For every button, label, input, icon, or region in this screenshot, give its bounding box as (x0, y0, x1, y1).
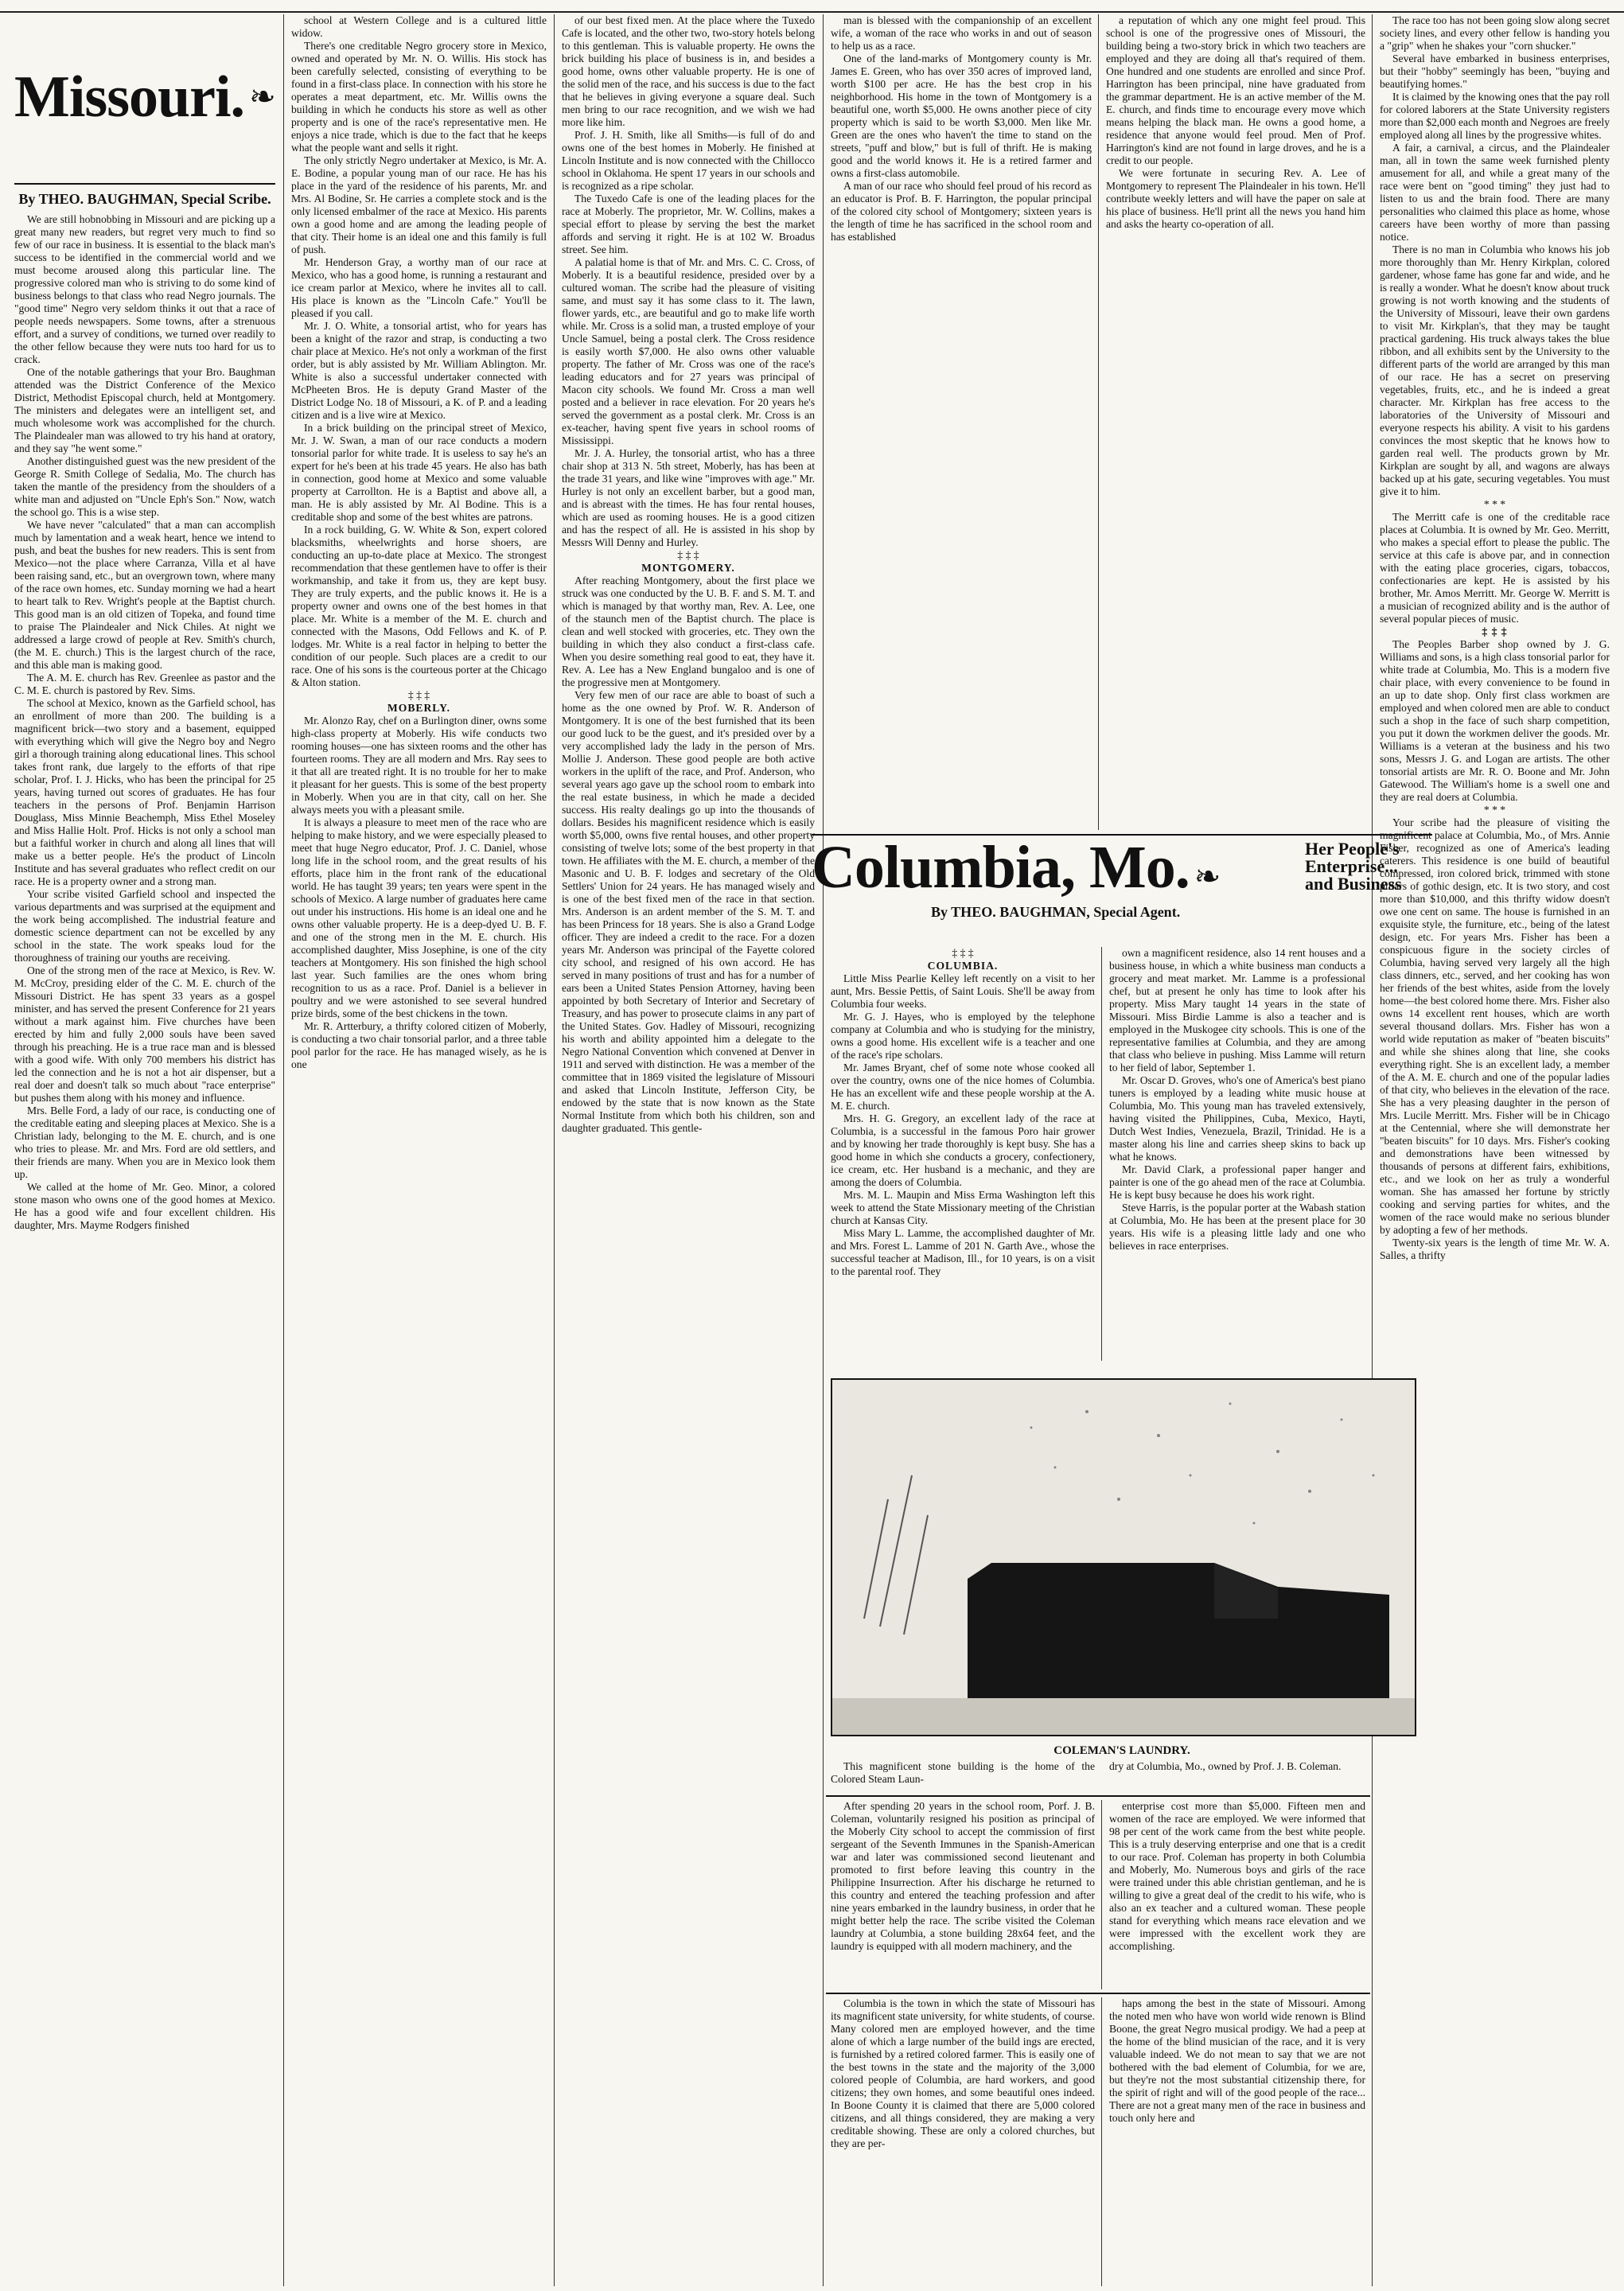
missouri-title: Missouri. (14, 64, 245, 130)
article-paragraph: It is claimed by the knowing ones that the pay roll for colored laborers at the State University registers more than $2,000 each month and Negroes are freely employed along all lines by the progressive whites. (1380, 91, 1610, 141)
coleman-d-body (1109, 1800, 1365, 1953)
columbia-f-body (1109, 1997, 1365, 2125)
column-divider (1098, 14, 1099, 830)
article-paragraph: A palatial home is that of Mr. and Mrs. C. C. Cross, of Moberly. It is a beautiful residence, presided over by a cultured woman. The scribe had the pleasure of visiting same, and must say it has some class to it. The lawn, flower yards, etc., are beautiful and go to make life worth while. Mr. Cross is a solid man, a trusted employe of your Uncle Samuel, being a postal clerk. The Cross residence is easily worth $7,000. He also owns other valuable property. The father of Mr. Cross was one of the race's leading educators and for 27 years was principal of Macon city schools. We found Mr. Cross a man well posted and a believer in race elevation. For 20 years he's served the government as a postal clerk. Mr. Cross is an ex-teacher, having spent five years in school rooms of Mississippi. (562, 256, 815, 446)
column-6 (1375, 14, 1614, 2286)
section-heading: ‡ ‡ ‡ (1482, 625, 1508, 637)
article-paragraph: In a brick building on the principal street of Mexico, Mr. J. W. Swan, a man of our race conducts a modern tonsorial parlor for white trade. It is useless to say he's an expert for he's been at his trade 45 years. He also has bath in connection, good home at Mexico and some valuable property at Carrollton. He is a Baptist and above all, a man. He is ably assisted by Mr. Al Bodine. This is a creditable shop and some of the best whites are patrons. (291, 422, 547, 523)
column-4-top-body (831, 14, 1092, 244)
coleman-laundry-photo (831, 1378, 1416, 1736)
article-paragraph: haps among the best in the state of Missouri. Among the noted men who have won world wide renown is Blind Boone, the great Negro musical prodigy. We had a peep at the home of the blind musician of the race, and it is very valuable indeed. We do not mean to say that we are not bothered with the bad element of Columbia, for we are, but they're not the most substantial citizenship there, for the spirit of right and will of the good people of the race... There are not a great many men of the race in business and touch only here and (1109, 1997, 1365, 2124)
article-paragraph: of our best fixed men. At the place where the Tuxedo Cafe is located, and the other two, two-story hotels belong to this gentleman. This is valuable property. He owns the brick building his place of business is in, and besides a good home, owns other valuable property. He is one of the solid men of the race, and his success is due to the fact that he believes in giving everyone a square deal. Such men bring to our race recognition, and we wish we had more like him. (562, 14, 815, 128)
columbia-byline: By THEO. BAUGHMAN, Special Agent. (931, 904, 1181, 920)
article-paragraph: One of the strong men of the race at Mexico, is Rev. W. M. McCroy, presiding elder of the C. M. E. church of the Missouri District. He has spent 33 years as a gospel minister, and has served the present Conference for 21 years without a mark against him. Five churches have been erected by him and fully 2,000 souls have been saved through his preaching. He is a true race man and is blessed with a good wife. With only 700 members his district has led the connection and he is not a hot air dispenser, but a real doer and doesn't talk so much about "race enterprise" but pushes them along with his money and influence. (14, 964, 275, 1104)
article-paragraph: Prof. J. H. Smith, like all Smiths—is full of do and owns one of the best homes in Moberly. He finished at Lincoln Institute and is now connected with the Chillocco school in Oklahoma. He spent 17 years in our schools and is recognized as a ripe scholar. (562, 129, 815, 192)
side-line: and Business (1305, 874, 1402, 894)
article-paragraph: own a magnificent residence, also 14 rent houses and a business house, in which a white business man conducts a grocery and meat market. Mr. Lamme is a professional chef, but at present he only has time to look after his property. Miss Mary taught 14 years in the state of Missouri. Miss Birdie Lamme is also a teacher and is employed in the Muskogee city schools. This is one of the representative families at Columbia, and they are among that class who believe in pushing. Miss Lamme will return to her field of labor, September 1. (1109, 947, 1365, 1073)
article-paragraph: Mr. David Clark, a professional paper hanger and painter is one of the go ahead men of the race at Columbia. He is kept busy because he does his work right. (1109, 1163, 1365, 1201)
article-paragraph: Steve Harris, is the popular porter at the Wabash station at Columbia, Mo. He has been at the present place for 30 years. His wife is a pleasing little lady and one who believes in race enterprises. (1109, 1202, 1365, 1252)
leaf-ornament-icon: ❧ (1194, 859, 1221, 894)
article-paragraph: Mrs. M. L. Maupin and Miss Erma Washington left this week to attend the State Missionary meeting of the Christian church at Kansas City. (831, 1189, 1095, 1226)
article-paragraph: Mr. J. O. White, a tonsorial artist, who for years has been a knight of the razor and strap, is conducting a two chair place at Mexico. He's not only a workman of the first order, but is ably assisted by Mr. William Ablington. Mr. White is also a successful undertaker connected with McPheeten Bros. He is deputy Grand Master of the District Lodge No. 18 of Missouri, a K. of P. and a leading citizen and is a live wire at Mexico. (291, 320, 547, 421)
article-paragraph: The only strictly Negro undertaker at Mexico, is Mr. A. E. Bodine, a popular young man of our race. He has his place in the yard of the residence of his parents, Mr. and Mrs. Al Bodine, Sr. He carries a complete stock and is the only licensed embalmer of the race at Mexico. His parents own a good home and are among the leading people of that city. Their home is an ideal one and this family is full of push. (291, 154, 547, 255)
section-divider (826, 1993, 1370, 1994)
article-paragraph: Mr. G. J. Hayes, who is employed by the telephone company at Columbia and who is studying for the ministry, owns a good home. His excellent wife is a teacher and one of the race's ripe scholars. (831, 1011, 1095, 1061)
article-paragraph: After reaching Montgomery, about the first place we struck was one conducted by the U. B. F. and S. M. T. and which is managed by that worthy man, Rev. A. Lee, one of the staunch men of the Baptist church. The place is clean and well stocked with groceries, etc. They own the building in which they also conduct a first-class cafe. When you desire something real good to eat, they have it. Rev. A. Lee has a New England bungaloo and is one of the progressive men at Montgomery. (562, 575, 815, 688)
columbia-b-body (1109, 947, 1365, 1253)
section-heading: MONTGOMERY. (641, 562, 735, 574)
column-divider (1101, 947, 1102, 1361)
separator: * * * (1483, 804, 1506, 816)
separator: * * * (1483, 498, 1506, 510)
article-paragraph: The Merritt cafe is one of the creditable race places at Columbia. It is owned by Mr. Geo. Merritt, who makes a special effort to please the public. The service at this cafe is above par, and in connection with the eating place groceries, cigars, tobaccos, confectionaries are kept. He is assisted by his brother, Mr. Amos Merritt. Mr. George W. Merritt is a musician of recognized ability and is the author of several popular pieces of music. (1380, 511, 1610, 625)
column-6-body (1380, 14, 1610, 1262)
article-paragraph: Your scribe had the pleasure of visiting the magnificent palace at Columbia, Mo., of Mrs. Annie Fisher, recognized as one of America's leading caterers. This residence is one build of beautiful compressed, iron colored brick, trimmed with stone pillars of gothic design, etc. It is two story, and cost more than $10,000, and this thrifty widow doesn't owe one cent on same. The house is furnished in an exquisite style, the furniture, etc., being of the latest design, etc. For years Mrs. Fisher has been a conspicuous figure in the society circles of Columbia, having served very largely all the high class dinners, etc., served, and her cooking has won her friends of the best whites, aside from the lovely home—the best colored home there. Mrs. Fisher also owns 14 excellent rent houses, which are worth several thousand dollars. Mrs. Fisher has won a world wide reputation as maker of "beaten biscuits" and while she shines along that line, she cooks everything right. She is an excellent lady, a member of the A. M. E. church and one of the popular ladies of that city, who believes in the elevation of the race. She has a very pleasing daughter in the person of Mrs. Lucile Merritt. Mrs. Fisher will be in Chicago at the Centennial, where she will demonstrate her "beaten biscuits" for 10 days. Mrs. Fisher's cooking and demonstrations have been witnessed by thousands of persons at different fairs, exhibitions, etc., and we look on her as truly a wonderful woman. She has amassed her fortune by strictly cooking and serving parties for whites, and the women of the race would make no serious blunder by adopting a few of her methods. (1380, 816, 1610, 1236)
article-paragraph: One of the notable gatherings that your Bro. Baughman attended was the District Conference of the Mexico District, Methodist Episcopal church, held at Montgomery. The ministers and delegates were an intelligent set, and much wholesome work was accomplished for the church. The Plaindealer man was allowed to try his hand at oratory, and they say "he went some." (14, 366, 275, 454)
caption-left: This magnificent stone building is the home of the Colored Steam Laun- (831, 1760, 1095, 1785)
article-paragraph: There's one creditable Negro grocery store in Mexico, owned and operated by Mr. N. O. Willis. His stock has been carefully selected, consisting of everything to be found in a first-class place. In connection with his store he operates a meat department, etc. Mr. Willis owns the building in which he conducts his store as well as other property and is one of the race's representative men. He enjoys a nice trade, which is due to the fact that he keeps what the people want and sells it right. (291, 40, 547, 154)
photo-caption: COLEMAN'S LAUNDRY. (1053, 1744, 1190, 1757)
side-line: Her People's (1305, 839, 1400, 859)
column-divider (554, 14, 555, 2286)
column-divider (823, 14, 824, 2286)
section-divider (826, 1795, 1370, 1797)
article-paragraph: enterprise cost more than $5,000. Fifteen men and women of the race are employed. We were informed that 98 per cent of the work came from the best white people. This is a truly deserving enterprise and one that is a credit to our race. Prof. Coleman has property in both Columbia and Moberly, Mo. Numerous boys and girls of the race were trained under this able christian gentleman, and he is willing to give a great deal of the credit to his wife, who is also an ex teacher and a cultured woman. These people stand for everything which means race elevation and we were impressed with the excellent work they are accomplishing. (1109, 1800, 1365, 1952)
coleman-column-c (826, 1800, 1100, 1989)
article-paragraph: The Peoples Barber shop owned by J. G. Williams and sons, is a high class tonsorial parlor for white trade at Columbia, Mo. This is a modern five chair place, with every convenience to be found in an up to date shop. Only first class workmen are employed and when colored men are able to conduct such a shop in the face of such sharp competition, you put it down the workmen deliver the goods. Mr. Williams is a veteran at the business and his two sons, Messrs J. G. and Logan are artists. The other tonsorial artists are Mr. R. O. Boone and Mr. John Gatewood. The William's home is a swell one and they are real doers at Columbia. (1380, 638, 1610, 803)
section-ornament: ‡ ‡ ‡ (952, 947, 974, 959)
columbia-masthead (812, 834, 1432, 921)
article-paragraph: man is blessed with the companionship of an excellent wife, a woman of the race who works in and out of season to help us as a race. (831, 14, 1092, 52)
column-4-top (826, 14, 1096, 830)
article-paragraph: Mr. J. A. Hurley, the tonsorial artist, who has a three chair shop at 313 N. 5th street, Moberly, has has been at the trade 31 years, and like wine "improves with age." Mr. Hurley is not only an excellent barber, but a good man, and is abreast with the times. He has four rental houses, which are used as rooming houses. He is a good citizen and has the respect of all. He is assisted in his shop by Messrs Will Denny and Hurley. (562, 447, 815, 548)
coleman-column-d (1104, 1800, 1370, 1989)
article-paragraph: Mrs. Belle Ford, a lady of our race, is conducting one of the creditable eating and sleeping places at Mexico. She is a Christian lady, belonging to the M. E. church, and is one who tries to please. Mr. and Mrs. Ford are old settlers, and their friends are many. When you are in Mexico look them up. (14, 1105, 275, 1180)
article-paragraph: One of the land-marks of Montgomery county is Mr. James E. Green, who has over 350 acres of improved land, worth $100 per acre. He has the best crop in his neighborhood. His home in the town of Montgomery is a beautiful one, worth $5,000. He owns another piece of city property which is said to be worth $3,000. Men like Mr. Green are the ones who haven't the time to stand on the streets, "puff and blow," but is full of thrift. He is making good and the world knows it. He is a retired farmer and owns a first-class automobile. (831, 53, 1092, 179)
missouri-masthead (14, 14, 275, 205)
columbia-column-b (1104, 947, 1370, 1361)
article-paragraph: There is no man in Columbia who knows his job more thoroughly than Mr. Henry Kirkplan, colored gardener, whose fame has gone far and wide, and he is really a wonder. What he doesn't know about truck growing is not worth knowing and the students of the University of Missouri, leave their own gardens to visit Mr. Kirkplan's, that they may be taught practical gardening. His truck always takes the blue ribbon, and all exhibits sent by the University to the different parts of the world are arranged by this man of our race. He has a secret on preserving vegetables, fruits, etc., and he is indeed a great character. Mr. Kirkplan has free access to the laboratories of the University of Missouri and everyone respects his ability. A visit to his gardens convinces the most skeptic that he knows how to garden real well. The products grown by Mr. Kirkplan are sought by all, and wagons are always backed up at his gate, securing vegetables. You must give it to him. (1380, 244, 1610, 497)
column-divider (1101, 1997, 1102, 2286)
article-paragraph: We are still hobnobbing in Missouri and are picking up a great many new readers, but regret very much to find so few of our race in business. It is essential to the black man's success to be identified in the commercial world and we must become aroused along this particular line. The progressive colored man who is striving to do some kind of business belongs to that class who read Negro journals. The "good time" Negro very seldom thinks it out that a race of people needs newspapers. Some towns, after a strenuous effort, and a survey of conditions, we turned over readily to the other fellow because they were nuts too hard for us to crack. (14, 213, 275, 365)
column-2 (286, 14, 551, 2286)
column-divider (1101, 1800, 1102, 1989)
column-1-body (14, 213, 275, 1232)
column-5-top-body (1106, 14, 1365, 231)
column-1 (10, 14, 280, 2286)
column-2-body (291, 14, 547, 1071)
article-paragraph: Columbia is the town in which the state of Missouri has its magnificent state university, for white students, of course. Many colored men are employed however, and the time alone of which a large number of the build ings are erected, is furnished by a retired colored farmer. This is easily one of the best towns in the state and the majority of the 3,000 colored people of Columbia, are hard workers, and good citizens; they own homes, and some beautiful ones indeed. In Boone County it is claimed that there are 5,000 colored citizens, and all things considered, they are making a very creditable showing. These are only a colored churches, but they are per- (831, 1997, 1095, 2149)
article-paragraph: Mr. R. Artterbury, a thrifty colored citizen of Moberly, is conducting a two chair tonsorial parlor, and a three table pool parlor for the race. He has managed wisely, as he is one (291, 1020, 547, 1070)
coleman-c-body (831, 1800, 1095, 1953)
article-paragraph: We called at the home of Mr. Geo. Minor, a colored stone mason who owns one of the good homes at Mexico. He has a good wife and four excellent children. His daughter, Mrs. Mayme Rodgers finished (14, 1181, 275, 1231)
caption-right: dry at Columbia, Mo., owned by Prof. J. B. Coleman. (1109, 1760, 1342, 1772)
columbia-title: Columbia, Mo. (812, 834, 1190, 901)
section-heading: COLUMBIA. (927, 960, 999, 972)
article-paragraph: Mr. Alonzo Ray, chef on a Burlington diner, owns some high-class property at Moberly. His wife conducts two rooming houses—one has sixteen rooms and the other has fourteen rooms. They are all modern and Mrs. Ray sees to it that all are treated right. It is no trouble for her to make it pleasant for her guests. This is some of the best property in Moberly. When you are in that city, call on her. She always meets you with a pleasant smile. (291, 715, 547, 816)
article-paragraph: Miss Mary L. Lamme, the accomplished daughter of Mr. and Mrs. Forest L. Lamme of 201 N. Garth Ave., whose the successful teacher at Madison, Ill., for 10 years, is on a visit to the parental roof. They (831, 1227, 1095, 1277)
column-3 (557, 14, 820, 2286)
article-paragraph: We have never "calculated" that a man can accomplish much by lamentation and a weak heart, hence we intend to push, and beat the bushes for new readers. This is sent from Mexico—not the place where Carranza, Villa et al have been raising sand, etc., but an overgrown town, where many of the race own homes, etc. Sunday morning we had a heart to heart talk to Rev. Wright's people at the Baptist church. This good man is an old citizen of Topeka, and found time to praise The Plaindealer and Nick Chiles. At night we addressed a large crowd of people at Rev. Smith's church, (the M. E. church.) This is the largest church of the race, and this able man is making good. (14, 519, 275, 671)
article-paragraph: Your scribe visited Garfield school and inspected the various departments and was surprised at the equipment and the work being accomplished. The industrial feature and domestic science department can not be excelled by any school in the state. The work speaks loud for the thoroughness of training our youths are receiving. (14, 888, 275, 964)
article-paragraph: Little Miss Pearlie Kelley left recently on a visit to her aunt, Mrs. Bessie Pettis, of Saint Louis. She'll be away from Columbia four weeks. (831, 972, 1095, 1010)
columbia-column-f (1104, 1997, 1370, 2286)
article-paragraph: Mr. James Bryant, chef of some note whose cooked all over the country, owns one of the nice homes of Columbia. He has an excellent wife and these people worship at the A. M. E. church. (831, 1062, 1095, 1112)
article-paragraph: Very few men of our race are able to boast of such a home as the one owned by Prof. W. R. Anderson of Montgomery. It is one of the best furnished that its been our good luck to be the guest, and it's presided over by a very accomplished lady the lady in the person of Mrs. Mollie J. Anderson. These good people are both active workers in the uplift of the race, and Prof. Anderson, who several years ago gave up the school room to embark into the real estate business, in which he made a decided success. His realty dealings go up into the thousands of dollars. Besides his magnificent residence which is easily worth $5,000, owns five rental houses, and other property consisting of twelve lots; some of the best property in that town. He affiliates with the M. E. church, a member of the Masonic and U. B. F. lodges and secretary of the Old Settlers' Union for 24 years. He has managed wisely and is one of the best fixed men of the race in that section. Mrs. Anderson is an ardent member of the S. M. T. and has been Princess for 18 years. She is also a Grand Lodge officer. They are indeed a credit to the race. For a dozen years Mr. Anderson was principal of the Fayette colored city school, and resigned of his own accord. He has served in many positions of trust and has for a number of ears been a United States Pension Attorney, having been appointed by both Secretary of Interior and Secretary of Treasury, and has power to prosecute claims in any part of the United States. Gov. Hadley of Missouri, recognizing his worth and ability appointed him a delegate to the Negro National Convention which convened at Denver in 1911 and served with distinction. He was a member of the committee that in 1869 visited the legislature of Missouri and asked that Lincoln Institute, Jefferson City, be endowed by the state that is now known as the State Normal Institute from which both his children, son and daughter graduated. This gentle- (562, 689, 815, 1134)
article-paragraph: Mrs. H. G. Gregory, an excellent lady of the race at Columbia, is a successful in the famous Poro hair grower and by knowing her trade thoroughly is kept busy. She has a good home in which she conducts a grocery, confectionery, ice cream, etc. Her husband is a mechanic, and they are among the doers of Columbia. (831, 1112, 1095, 1188)
side-line: Enterprise... (1305, 856, 1398, 876)
caption-right-col (1104, 1760, 1370, 1792)
top-border (0, 0, 1624, 13)
article-paragraph: The Tuxedo Cafe is one of the leading places for the race at Moberly. The proprietor, Mr. W. Collins, makes a special effort to please by serving the best the market affords and serving it right. He is at 102 W. Broadus street. See him. (562, 193, 815, 255)
article-paragraph: Another distinguished guest was the new president of the George R. Smith College of Sedalia, Mo. The church has taken the mantle of the presidency from the shoulders of a white man and adjusted on "Uncle Eph's Son." Now, watch the school go. This is a wise step. (14, 455, 275, 518)
article-paragraph: We were fortunate in securing Rev. A. Lee of Montgomery to represent The Plaindealer in his town. He'll contribute weekly letters and will have the paper on sale at his place of business. He'll print all the news you hand him and asks the hearty co-operation of all. (1106, 167, 1365, 230)
leaf-ornament-icon: ❧ (249, 79, 276, 115)
column-3-body (562, 14, 815, 1135)
article-paragraph: The A. M. E. church has Rev. Greenlee as pastor and the C. M. E. church is pastored by Rev. Sims. (14, 672, 275, 696)
columbia-side-text (1305, 840, 1402, 893)
article-paragraph: The school at Mexico, known as the Garfield school, has an enrollment of more than 200. The building is a magnificent brick—two story and a basement, equipped with everything which will give the Negro boy and Negro girl a thorough training along educational lines. This school takes front rank, due largely to the efforts of that ripe scholar, Prof. I. J. Hicks, who has been the principal for 25 years, having turned out scores of graduates. He has four teachers in the persons of Prof. Benjamin Harrison Douglass, Miss Minnie Beachemph, Miss Ethel Moseley and Miss Hallie Holt. Prof. Hicks is not only a school man but a faithful worker in church and along all lines that will make us a better people. He's the product of Lincoln Institute and has several graduates who reflect credit on our race. He is a property owner and a strong man. (14, 697, 275, 887)
article-paragraph: a reputation of which any one might feel proud. This school is one of the progressive ones of Missouri, the building being a two-story brick in which two teachers are employed and they are doing all that's required of them. One hundred and one students are enrolled and since Prof. Harrington has been principal, nine have graduated from the grammar department. He is an active member of the M. E. church, and finds time to encourage every move which means helping the black man. He owns a good home, a residence that anyone would feel proud. Men of Prof. Harrington's kind are not found in large droves, and he is a credit to our people. (1106, 14, 1365, 166)
columbia-column-e (826, 1997, 1100, 2286)
laundry-building-image (832, 1380, 1415, 1735)
article-paragraph: school at Western College and is a cultured little widow. (291, 14, 547, 39)
article-paragraph: Mr. Oscar D. Groves, who's one of America's best piano tuners is employed by a leading white music house at Columbia, Mo. This young man has traveled extensively, having visited the Philippines, Cuba, Mexico, Hayti, Dutch West Indies, Venezuela, Brazil, Trinidad. He is a master along his line and carries sheep skins to back up what he knows. (1109, 1074, 1365, 1163)
article-paragraph: It is always a pleasure to meet men of the race who are helping to make history, and we were especially pleased to meet that huge Negro educator, Prof. J. C. Daniel, whose long life in the school room, and the great results of his efforts, place him in the front rank of the educational world. He has taught 39 years; ten years were spent in the schools of Mexico. A large number of graduates here came out under his instructions. His home is an ideal one and he owns other valuable property. He is a deep-dyed U. B. F. and one of the strong men in the M. E. church. His accomplished daughter, Miss Josephine, is one of the city teachers at Montgomery. His son finished the high school last year. Such families are the ones whom bring recognition to us as a race. Prof. Daniel is a believer in poultry and we were astonished to see several hundred prize birds, some of the best chickens in the town. (291, 816, 547, 1019)
article-paragraph: Several have embarked in business enterprises, but their "hobby" seemingly has been, "buying and beautifying homes." (1380, 53, 1610, 90)
column-divider (283, 14, 284, 2286)
section-ornament: ‡ ‡ ‡ (677, 549, 699, 561)
columbia-a-body (831, 947, 1095, 1278)
article-paragraph: Mr. Henderson Gray, a worthy man of our race at Mexico, who has a good home, is running a restaurant and ice cream parlor at Mexico, where he invites all to call. His place is known as the "Lincoln Cafe." You'll be pleased if you call. (291, 256, 547, 319)
section-heading: MOBERLY. (387, 702, 451, 714)
article-paragraph: In a rock building, G. W. White & Son, expert colored blacksmiths, wheelwrights and horse shoers, are conducting an up-to-date place at Mexico. The strongest recommendation that these gentlemen have to offer is their workmanship, and take it from us, they are kept busy. They are truly experts, and the public knows it. He is a property owner and owns one of the best homes in that place. Mr. White is a member of the M. E. church and connected with the Masons, Odd Fellows and K. of P. lodges. Mr. White is a real factor in helping to better the condition of our people. Such places are a credit to our race. One of his sons is the courteous porter at the Chicago & Alton station. (291, 524, 547, 688)
columbia-column-a (826, 947, 1100, 1361)
article-paragraph: Twenty-six years is the length of time Mr. W. A. Salles, a thrifty (1380, 1237, 1610, 1261)
columbia-e-body (831, 1997, 1095, 2150)
article-paragraph: After spending 20 years in the school room, Porf. J. B. Coleman, voluntarily resigned his position as principal of the Moberly City school to accept the commission of first sergeant of the Seventh Immunes in the Spanish-American war and later was commissioned second lieutenant and promoted to first before leaving this country in the Philippine Insurrection. After his discharge he returned to this country and entered the teaching profession and after nine years embarked in the laundry business, in order that he might better help the race. The scribe visited the Coleman laundry at Columbia, a stone building 28x64 feet, and the laundry is equipped with all modern machinery, and the (831, 1800, 1095, 1952)
article-paragraph: A fair, a carnival, a circus, and the Plaindealer man, all in town the same week furnished plenty amusement for all, and while a great many of the race were bent on "good timing" they just had to listen to us and the brain food. There are many personalities who claimed this place as home, whose careers have been worthy of more than passing notice. (1380, 142, 1610, 243)
article-paragraph: A man of our race who should feel proud of his record as an educator is Prof. B. F. Harrington, the popular principal of the colored city school of Montgomery; sixteen years is the length of time he has sacrificed in the school room and has established (831, 180, 1092, 243)
missouri-byline: By THEO. BAUGHMAN, Special Scribe. (18, 191, 271, 207)
column-5-top (1101, 14, 1370, 830)
article-paragraph: The race too has not been going slow along secret society lines, and every other fellow is handing you a "grip" when he shakes your "corn shucker." (1380, 14, 1610, 52)
column-divider (1372, 14, 1373, 2286)
caption-left-col (826, 1760, 1100, 1792)
section-ornament: ‡ ‡ ‡ (407, 689, 430, 701)
